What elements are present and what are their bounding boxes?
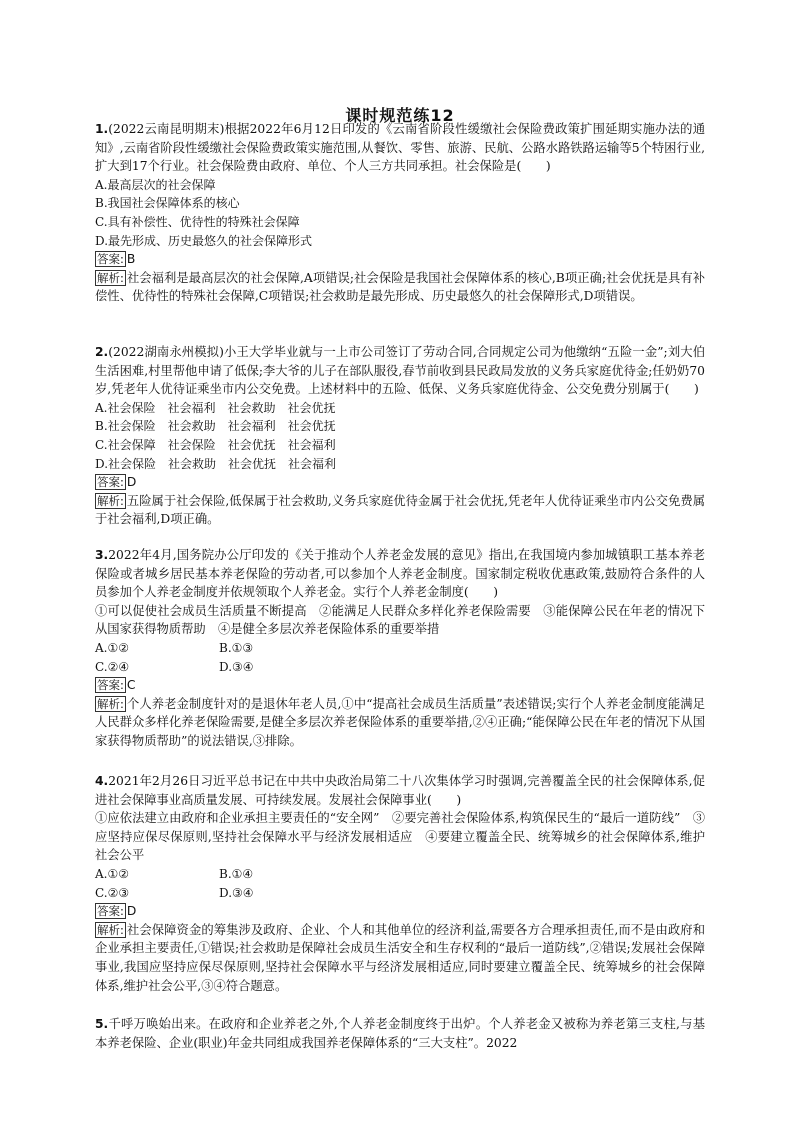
answer-line [95,473,705,492]
statement-items: ①应依法建立由政府和企业承担主要责任的“安全网” ②要完善社会保险体系,构筑保民生的“最后一道防线” ③应坚持应保尽保原则,坚持社会保障水平与经济发展相适应 ④要建立覆盖全民、统筹城乡的社会保障体系,维护社会公平 [95,811,705,863]
option-b: B.①③ [219,640,254,655]
question-number: 2. [95,345,109,359]
answer-line [95,902,705,921]
analysis [95,921,705,995]
question-text: 2022年4月,国务院办公厅印发的《关于推动个人养老金发展的意见》指出,在我国境内参加城镇职工基本养老保险或者城乡居民基本养老保险的劳动者,可以参加个人养老金制度。国家制定税收优惠政策,鼓励符合条件的人员参加个人养老金制度并依规领取个人养老金。实行个人养老金制度( ) [95,548,705,600]
analysis-label: 解析: [97,922,124,937]
question-number: 4. [95,774,109,788]
answer-line [95,250,705,269]
question-4 [95,772,705,995]
question-5 [95,1015,705,1052]
analysis [95,695,705,751]
option-b: B.我国社会保障体系的核心 [95,196,240,211]
analysis-label: 解析: [97,696,124,711]
option-c: C.社会保障 社会保险 社会优抚 社会福利 [95,437,336,452]
analysis-text: 个人养老金制度针对的是退休年老人员,①中“提高社会成员生活质量”表述错误;实行个人养老金制度能满足人民群众多样化养老保险需要,是健全多层次养老保险体系的重要举措,②④正确;“能保障公民在年老的情况下从国家获得物质帮助”的说法错误,③排除。 [95,696,705,748]
answer-value: D [126,904,137,919]
question-1-stem [95,120,705,176]
option-a: A.①② [95,640,129,655]
question-text: (2022云南昆明期末)根据2022年6月12日印发的《云南省阶段性缓缴社会保险费政策扩围延期实施办法的通知》,云南省阶段性缓缴社会保险费政策实施范围,从餐饮、零售、旅游、民航、公路水路铁路运输等5个特困行业,扩大到17个行业。社会保险费由政府、单位、个人三方共同承担。社会保险是( ) [95,122,705,174]
analysis [95,492,705,529]
answer-line [95,676,705,695]
option-d: D.社会保险 社会救助 社会优抚 社会福利 [95,456,337,471]
option-d: D.最先形成、历史最悠久的社会保障形式 [95,233,313,248]
analysis-text: 社会保障资金的筹集涉及政府、企业、个人和其他单位的经济利益,需要各方合理承担责任,而不是由政府和企业承担主要责任,①错误;社会救助是保障社会成员生活安全和生存权利的“最后一道防线”,②错误;发展社会保障事业,我国应坚持应保尽保原则,坚持社会保障水平与经济发展相适应,同时要建立覆盖全民、统筹城乡的社会保障体系,维护社会公平,③④符合题意。 [95,922,705,993]
option-c: C.②③ [95,885,130,900]
option-d: D.③④ [219,885,254,900]
answer-label: 答案: [97,904,124,919]
question-number: 5. [95,1017,109,1031]
option-c: C.②④ [95,659,130,674]
analysis-label: 解析: [97,493,124,508]
answer-label: 答案: [97,475,124,490]
option-c: C.具有补偿性、优待性的特殊社会保障 [95,214,300,229]
question-2 [95,343,705,529]
option-d: D.③④ [219,659,254,674]
answer-label: 答案: [97,252,124,267]
question-2-stem [95,343,705,399]
question-4-stem [95,772,705,809]
question-3-stem [95,546,705,602]
question-3 [95,546,705,751]
question-5-stem [95,1015,705,1052]
question-text: (2022湖南永州模拟)小王大学毕业就与一上市公司签订了劳动合同,合同规定公司为他缴纳“五险一金”;刘大伯生活困难,村里帮他申请了低保;李大爷的儿子在部队服役,春节前收到县民政局发放的义务兵家庭优待金;任奶奶70岁,凭老年人优待证乘坐市内公交免费。上述材料中的五险、低保、义务兵家庭优待金、公交免费分别属于( ) [95,345,705,397]
option-a: A.最高层次的社会保障 [95,177,216,192]
option-a: A.①② [95,866,129,881]
question-text: 千呼万唤始出来。在政府和企业养老之外,个人养老金制度终于出炉。个人养老金又被称为养老第三支柱,与基本养老保险、企业(职业)年金共同组成我国养老保障体系的“三大支柱”。2022 [95,1017,705,1050]
page-title: 课时规范练12 [345,106,455,125]
option-a: A.社会保险 社会福利 社会救助 社会优抚 [95,400,336,415]
option-b: B.①④ [219,866,254,881]
analysis-text: 社会福利是最高层次的社会保障,A项错误;社会保险是我国社会保障体系的核心,B项正确;社会优抚是具有补偿性、优待性的特殊社会保障,C项错误;社会救助是最先形成、历史最悠久的社会保障形式,D项错误。 [95,270,705,304]
analysis-text: 五险属于社会保险,低保属于社会救助,义务兵家庭优待金属于社会优抚,凭老年人优待证乘坐市内公交免费属于社会福利,D项正确。 [95,493,705,527]
option-b: B.社会保险 社会救助 社会福利 社会优抚 [95,419,336,434]
answer-value: D [126,475,137,490]
options-grid [95,639,705,676]
options-grid [95,865,705,902]
answer-label: 答案: [97,678,124,693]
analysis [95,269,705,306]
question-1 [95,120,705,306]
statement-items: ①可以促使社会成员生活质量不断提高 ②能满足人民群众多样化养老保险需要 ③能保障公民在年老的情况下从国家获得物质帮助 ④是健全多层次养老保险体系的重要举措 [95,603,705,637]
question-number: 1. [95,122,109,136]
analysis-label: 解析: [97,270,124,285]
answer-value: B [126,252,136,267]
question-number: 3. [95,548,109,562]
answer-value: C [126,678,136,693]
question-text: 2021年2月26日习近平总书记在中共中央政治局第二十八次集体学习时强调,完善覆盖全民的社会保障体系,促进社会保障事业高质量发展、可持续发展。发展社会保障事业( ) [95,774,705,807]
